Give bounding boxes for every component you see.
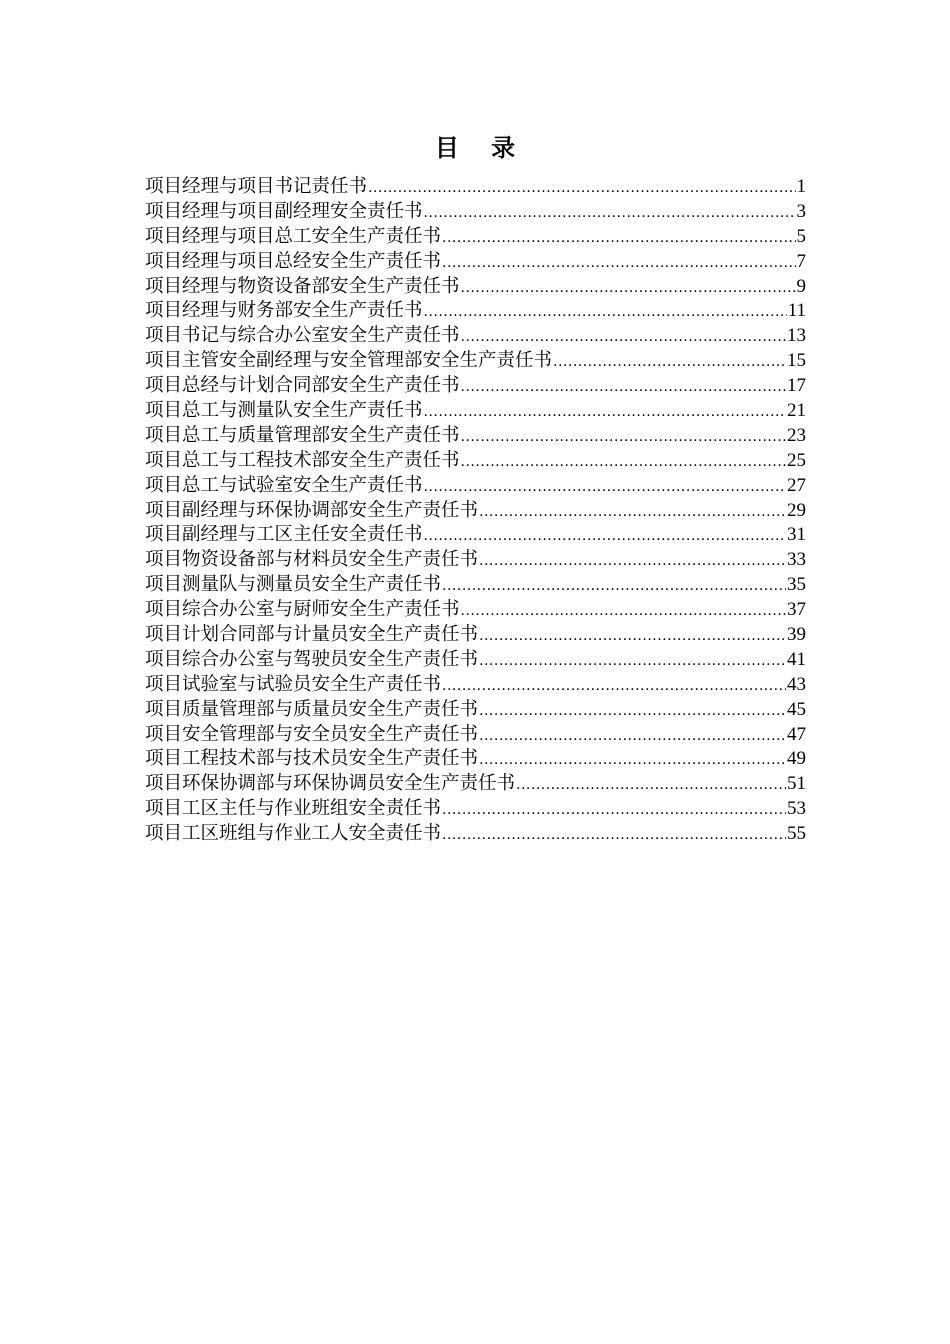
toc-entry-title: 项目总工与质量管理部安全生产责任书: [145, 424, 460, 446]
toc-dot-leader: [442, 226, 795, 250]
toc-entry[interactable]: [145, 250, 806, 275]
toc-entry-title: 项目试验室与试验员安全生产责任书: [145, 673, 442, 695]
toc-entry-title: 项目综合办公室与驾驶员安全生产责任书: [145, 648, 479, 670]
toc-entry[interactable]: [145, 623, 806, 648]
toc-dot-leader: [479, 549, 786, 573]
toc-entry-title: 项目质量管理部与质量员安全生产责任书: [145, 698, 479, 720]
toc-entry[interactable]: [145, 200, 806, 225]
toc-entry-title: 项目总工与工程技术部安全生产责任书: [145, 449, 460, 471]
toc-entry-title: 项目经理与项目副经理安全责任书: [145, 200, 423, 222]
toc-page-number: 43: [787, 673, 806, 695]
toc-entry-title: 项目书记与综合办公室安全生产责任书: [145, 325, 460, 347]
toc-entry-title: 项目副经理与工区主任安全责任书: [145, 524, 423, 546]
toc-page-number: 37: [787, 599, 806, 621]
toc-page-number: 55: [787, 823, 806, 845]
toc-dot-leader: [479, 724, 786, 748]
toc-entry-title: 项目工区主任与作业班组安全责任书: [145, 798, 442, 820]
toc-entry[interactable]: [145, 523, 806, 548]
toc-page-number: 25: [787, 449, 806, 471]
toc-page-number: 3: [796, 200, 806, 222]
toc-entry-title: 项目环保协调部与环保协调员安全生产责任书: [145, 773, 516, 795]
toc-dot-leader: [516, 773, 786, 797]
toc-entry[interactable]: [145, 598, 806, 623]
toc-entry[interactable]: [145, 225, 806, 250]
toc-dot-leader: [461, 276, 796, 300]
toc-entry[interactable]: [145, 822, 806, 847]
toc-entry[interactable]: [145, 399, 806, 424]
toc-dot-leader: [442, 798, 786, 822]
toc-entry[interactable]: [145, 548, 806, 573]
toc-dot-leader: [461, 375, 786, 399]
toc-page-number: 11: [787, 300, 806, 322]
toc-entry[interactable]: [145, 772, 806, 797]
toc-page-number: 29: [787, 499, 806, 521]
toc-entry[interactable]: [145, 573, 806, 598]
toc-page-number: 15: [787, 350, 806, 372]
toc-entry[interactable]: [145, 324, 806, 349]
toc-entry-title: 项目测量队与测量员安全生产责任书: [145, 574, 442, 596]
toc-entry[interactable]: [145, 797, 806, 822]
page-title: 目 录: [434, 133, 528, 162]
toc-page-number: 1: [796, 176, 806, 197]
toc-entry[interactable]: [145, 499, 806, 524]
toc-entry[interactable]: [145, 723, 806, 748]
toc-entry-title: 项目主管安全副经理与安全管理部安全生产责任书: [145, 350, 553, 372]
toc-entry-title: 项目经理与财务部安全生产责任书: [145, 300, 423, 322]
toc-page-number: 17: [787, 375, 806, 397]
toc-dot-leader: [424, 201, 796, 225]
toc-entry-title: 项目副经理与环保协调部安全生产责任书: [145, 499, 479, 521]
toc-page-number: 47: [787, 723, 806, 745]
toc-entry[interactable]: [145, 424, 806, 449]
toc-page-number: 31: [787, 524, 806, 546]
toc-dot-leader: [479, 649, 786, 673]
toc-page-number: 51: [787, 773, 806, 795]
toc-page-number: 49: [787, 748, 806, 770]
toc-page-number: 7: [796, 250, 806, 272]
toc-page-number: 33: [787, 549, 806, 571]
toc-dot-leader: [553, 350, 786, 374]
toc-page-number: 5: [796, 225, 806, 247]
toc-entry-title: 项目计划合同部与计量员安全生产责任书: [145, 624, 479, 646]
toc-dot-leader: [479, 699, 786, 723]
toc-entry-title: 项目总工与测量队安全生产责任书: [145, 400, 423, 422]
toc-dot-leader: [424, 300, 787, 324]
toc-dot-leader: [461, 325, 786, 349]
toc-entry[interactable]: [145, 747, 806, 772]
toc-dot-leader: [442, 574, 786, 598]
toc-dot-leader: [461, 599, 786, 623]
toc-dot-leader: [461, 425, 786, 449]
toc-entry[interactable]: [145, 275, 806, 300]
toc-entry-title: 项目物资设备部与材料员安全生产责任书: [145, 549, 479, 571]
toc-page-number: 35: [787, 574, 806, 596]
toc-entry[interactable]: [145, 474, 806, 499]
toc-dot-leader: [424, 524, 786, 548]
toc-entry-title: 项目经理与物资设备部安全生产责任书: [145, 275, 460, 297]
toc-page-number: 39: [787, 624, 806, 646]
toc-dot-leader: [442, 251, 795, 275]
toc-entry-title: 项目总工与试验室安全生产责任书: [145, 474, 423, 496]
toc-entry[interactable]: [145, 175, 806, 200]
toc-entry-title: 项目总经与计划合同部安全生产责任书: [145, 375, 460, 397]
toc-page-number: 13: [787, 325, 806, 347]
toc-entry-title: 项目安全管理部与安全员安全生产责任书: [145, 723, 479, 745]
toc-entry-title: 项目工程技术部与技术员安全生产责任书: [145, 748, 479, 770]
toc-dot-leader: [479, 624, 786, 648]
toc-entry[interactable]: [145, 673, 806, 698]
toc-page-number: 45: [787, 698, 806, 720]
toc-page-number: 23: [787, 424, 806, 446]
toc-dot-leader: [442, 674, 786, 698]
toc-entry[interactable]: [145, 648, 806, 673]
toc-page-number: 53: [787, 798, 806, 820]
toc-entry[interactable]: [145, 374, 806, 399]
toc-entry[interactable]: [145, 698, 806, 723]
toc-dot-leader: [479, 748, 786, 772]
toc-entry[interactable]: [145, 299, 806, 324]
toc-entry-title: 项目工区班组与作业工人安全责任书: [145, 823, 442, 845]
table-of-contents: [145, 175, 806, 847]
toc-entry-title: 项目经理与项目总经安全生产责任书: [145, 250, 442, 272]
toc-page-number: 9: [796, 275, 806, 297]
toc-entry-title: 项目经理与项目书记责任书: [145, 176, 368, 197]
toc-entry[interactable]: [145, 449, 806, 474]
toc-dot-leader: [368, 176, 795, 200]
toc-entry[interactable]: [145, 349, 806, 374]
toc-dot-leader: [461, 450, 786, 474]
toc-page-number: 27: [787, 474, 806, 496]
toc-page-number: 41: [787, 648, 806, 670]
toc-dot-leader: [424, 400, 786, 424]
toc-entry-title: 项目经理与项目总工安全生产责任书: [145, 225, 442, 247]
toc-entry-title: 项目综合办公室与厨师安全生产责任书: [145, 599, 460, 621]
toc-dot-leader: [424, 475, 786, 499]
toc-page-number: 21: [787, 400, 806, 422]
toc-dot-leader: [442, 823, 786, 847]
toc-dot-leader: [479, 500, 786, 524]
